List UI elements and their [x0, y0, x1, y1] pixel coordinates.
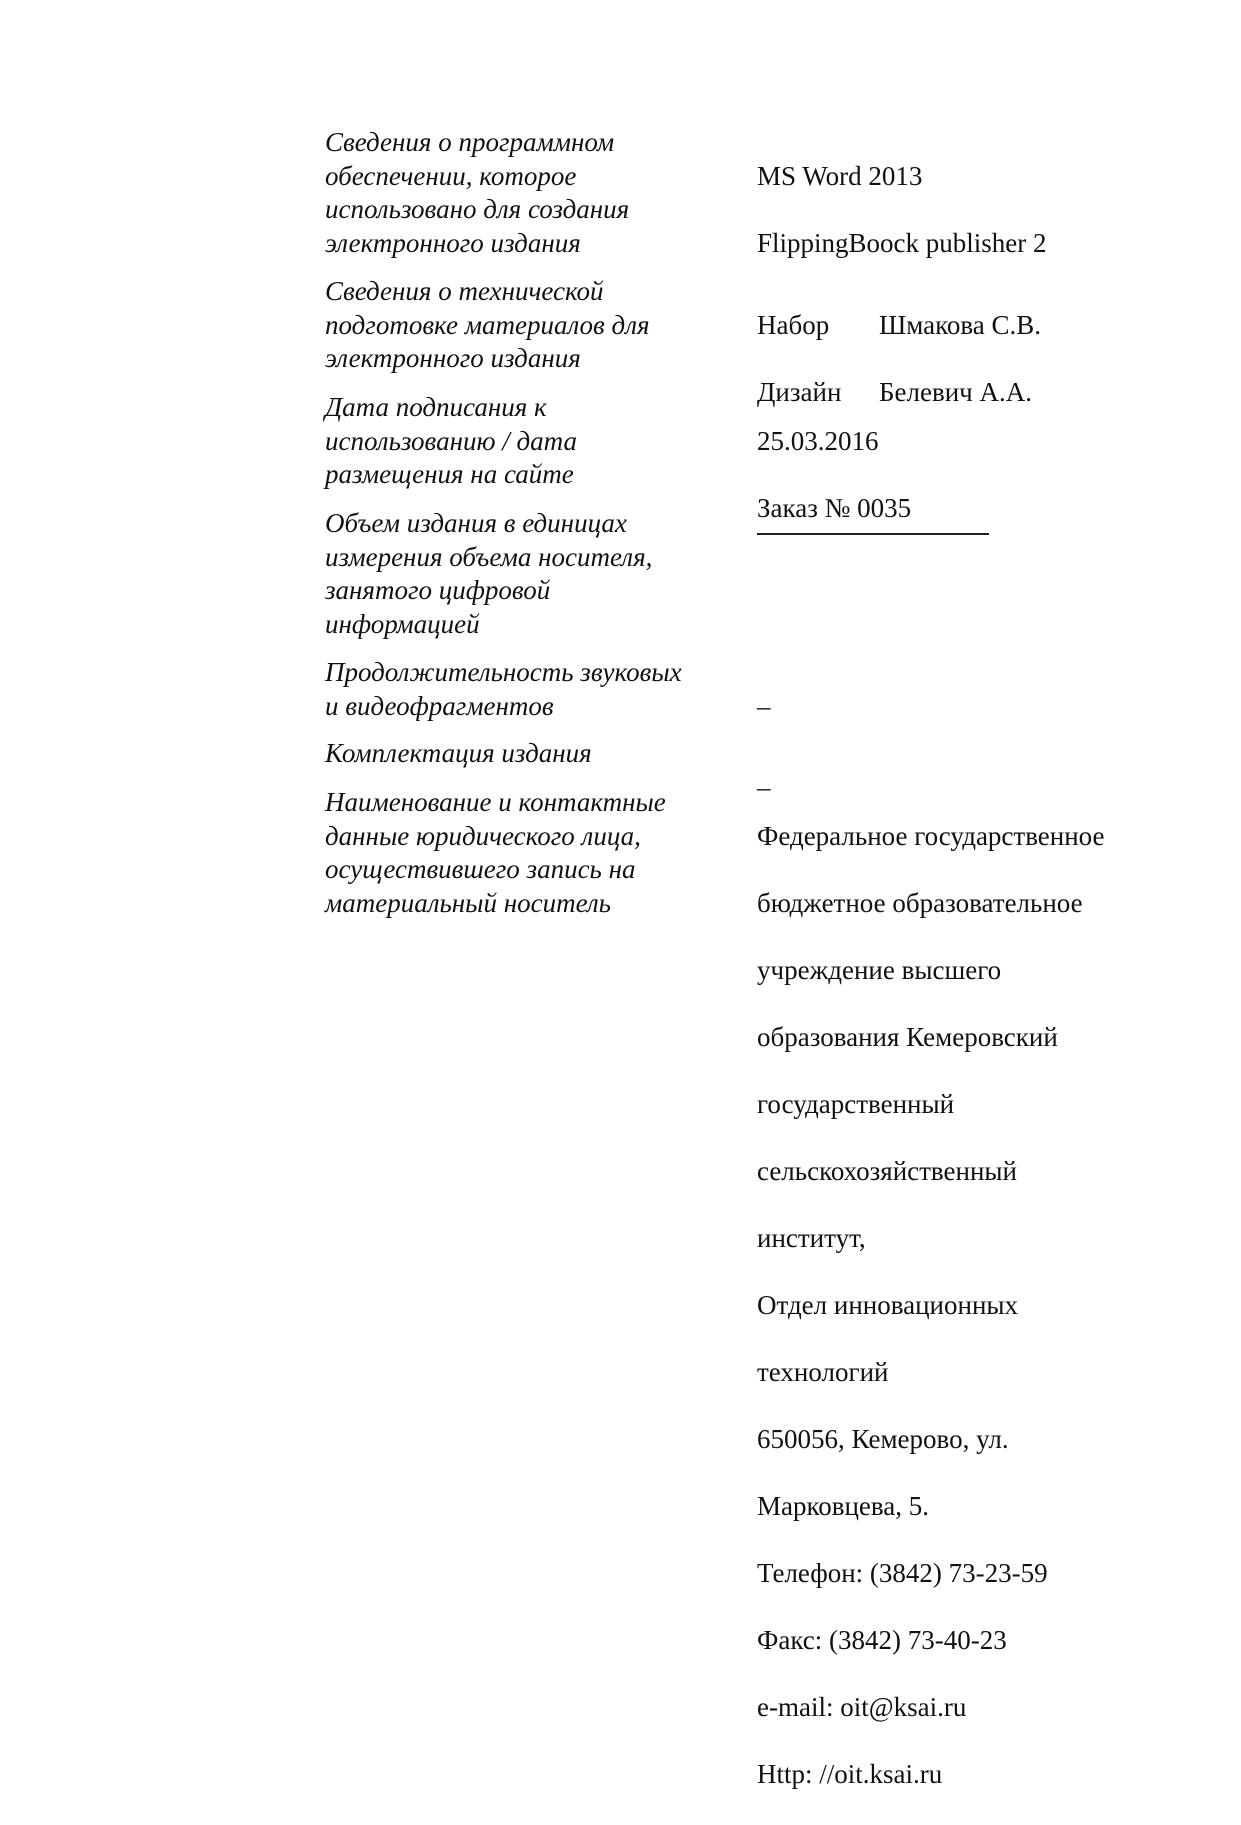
fax-line: Факс: (3842) 73-40-23 — [757, 1624, 1007, 1655]
publisher-line: сельскохозяйственный — [757, 1155, 1017, 1186]
publisher-line: бюджетное образовательное — [757, 887, 1083, 918]
software-item: MS Word 2013 — [757, 160, 923, 191]
website-line: Http: //oit.ksai.ru — [757, 1758, 943, 1789]
phone-line: Телефон: (3842) 73-23-59 — [757, 1557, 1048, 1588]
value-publisher-contacts — [757, 786, 1157, 1825]
publisher-line: образования Кемеровский — [757, 1021, 1058, 1052]
credit-typesetting — [757, 309, 1157, 343]
address-line: 650056, Кемерово, ул. — [757, 1423, 1009, 1454]
label-edition-set: Комплектация издания — [325, 738, 592, 768]
address-line: Марковцева, 5. — [757, 1490, 930, 1521]
credit-role: Дизайн — [757, 376, 842, 407]
publisher-line: институт, — [757, 1222, 866, 1253]
order-number: Заказ № 0035 — [757, 492, 912, 523]
software-item: FlippingBoock publisher 2 — [757, 227, 1047, 258]
label-technical-preparation: Сведения о технической подготовке материалов для электронного издания — [325, 276, 650, 373]
credit-person: Белевич А.А. — [879, 376, 1032, 407]
publisher-line: Федеральное государственное — [757, 820, 1105, 851]
date-signed: 25.03.2016 — [757, 425, 879, 456]
department-line: Отдел инновационных — [757, 1289, 1019, 1320]
label-media-duration: Продолжительность звуковых и видеофрагментов — [325, 657, 682, 721]
email-line: e-mail: oit@ksai.ru — [757, 1691, 967, 1722]
department-line: технологий — [757, 1356, 889, 1387]
edition-set-dash: – — [757, 771, 771, 802]
publisher-line: государственный — [757, 1088, 955, 1119]
media-duration-dash: – — [757, 690, 771, 721]
credit-person: Шмакова С.В. — [879, 309, 1042, 340]
label-edition-volume: Объем издания в единицах измерения объема носителя, занятого цифровой информацией — [325, 508, 653, 639]
edition-volume-blank-line — [757, 533, 989, 535]
label-date-signed: Дата подписания к использованию / дата размещения на сайте — [325, 392, 578, 489]
label-software: Сведения о программном обеспечении, которое использовано для создания электронного издания — [325, 127, 630, 258]
credit-role: Набор — [757, 309, 830, 340]
value-software — [757, 126, 1157, 294]
label-publisher-contacts: Наименование и контактные данные юридического лица, осуществившего запись на материальный носитель — [325, 787, 666, 918]
publisher-line: учреждение высшего — [757, 954, 1002, 985]
